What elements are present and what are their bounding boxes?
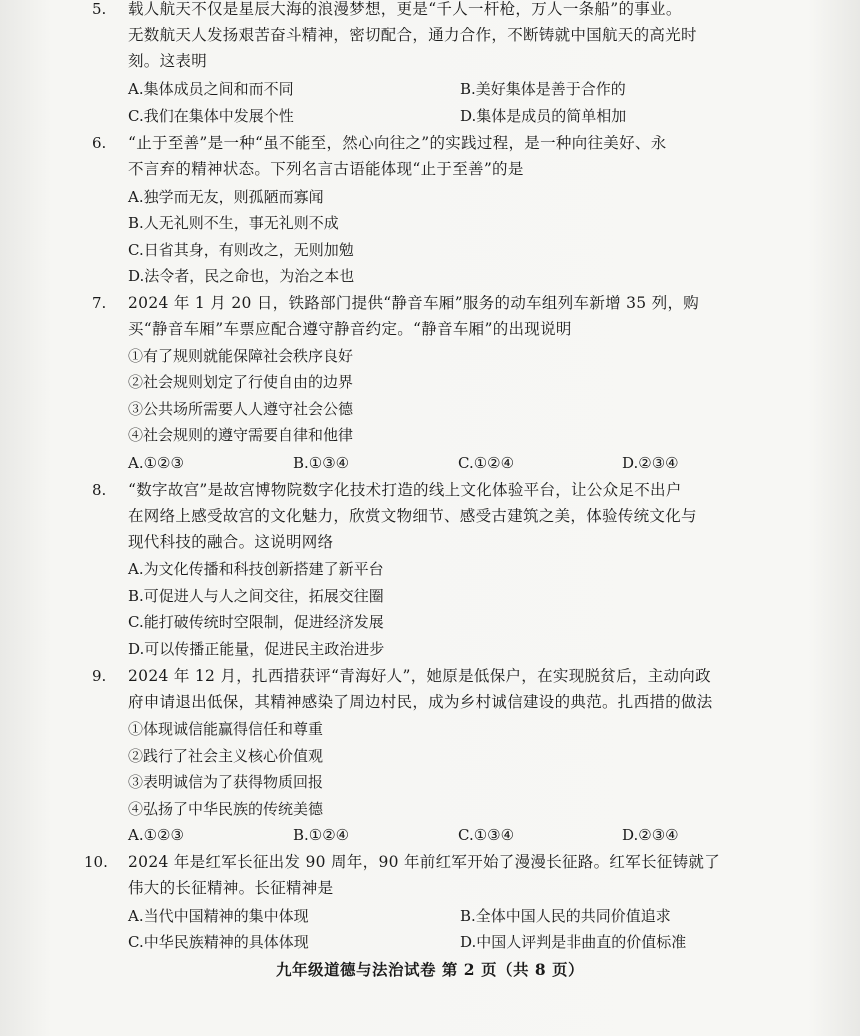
question-text-line: 在网络上感受故宫的文化魅力，欣赏文物细节、感受古建筑之美，体验传统文化与 bbox=[128, 507, 697, 525]
option-c: C.中华民族精神的具体体现 bbox=[128, 933, 309, 951]
option-b: B.人无礼则不生，事无礼则不成 bbox=[128, 214, 339, 232]
question-text-line: 府申请退出低保，其精神感染了周边村民，成为乡村诚信建设的典范。扎西措的做法 bbox=[128, 693, 713, 711]
question-text-line: “数字故宫”是故宫博物院数字化技术打造的线上文化体验平台，让公众足不出户 bbox=[128, 481, 682, 499]
option-b: B.可促进人与人之间交往，拓展交往圈 bbox=[128, 587, 384, 605]
question-number: 5. bbox=[92, 0, 107, 18]
statement-2: ②社会规则划定了行使自由的边界 bbox=[128, 373, 354, 391]
option-d: D.法令者，民之命也，为治之本也 bbox=[128, 267, 355, 285]
question-text-line: 无数航天人发扬艰苦奋斗精神，密切配合，通力合作，不断铸就中国航天的高光时 bbox=[128, 26, 697, 44]
option-a: A.①②③ bbox=[128, 454, 184, 472]
question-text-line: 现代科技的融合。这说明网络 bbox=[128, 533, 334, 551]
question-number: 8. bbox=[92, 481, 107, 499]
option-c: C.我们在集体中发展个性 bbox=[128, 107, 294, 125]
statement-3: ③表明诚信为了获得物质回报 bbox=[128, 773, 324, 791]
option-d: D.②③④ bbox=[622, 454, 679, 472]
page-footer: 九年级道德与法治试卷 第 2 页（共 8 页） bbox=[275, 960, 585, 979]
question-text-line: 2024 年 1 月 20 日，铁路部门提供“静音车厢”服务的动车组列车新增 35 列，购 bbox=[128, 294, 700, 312]
question-number: 10. bbox=[84, 853, 108, 871]
question-text-line: 载人航天不仅是星辰大海的浪漫梦想，更是“千人一杆枪，万人一条船”的事业。 bbox=[128, 0, 682, 18]
question-text-line: 不言弃的精神状态。下列名言古语能体现“止于至善”的是 bbox=[128, 160, 524, 178]
question-number: 6. bbox=[92, 134, 107, 152]
option-c: C.①③④ bbox=[458, 826, 515, 844]
question-text-line: “止于至善”是一种“虽不能至，然心向往之”的实践过程，是一种向往美好、永 bbox=[128, 134, 667, 152]
question-text-line: 买“静音车厢”车票应配合遵守静音约定。“静音车厢”的出现说明 bbox=[128, 320, 572, 338]
option-a: A.①②③ bbox=[128, 826, 184, 844]
question-text-line: 刻。这表明 bbox=[128, 52, 208, 70]
statement-4: ④弘扬了中华民族的传统美德 bbox=[128, 800, 324, 818]
statement-2: ②践行了社会主义核心价值观 bbox=[128, 747, 324, 765]
question-text-line: 2024 年 12 月，扎西措获评“青海好人”，她原是低保户，在实现脱贫后，主动向政 bbox=[128, 667, 711, 685]
option-b: B.美好集体是善于合作的 bbox=[460, 80, 626, 98]
statement-4: ④社会规则的遵守需要自律和他律 bbox=[128, 426, 354, 444]
question-text-line: 2024 年是红军长征出发 90 周年，90 年前红军开始了漫漫长征路。红军长征铸就了 bbox=[128, 853, 721, 871]
option-a: A.当代中国精神的集中体现 bbox=[128, 907, 309, 925]
option-a: A.独学而无友，则孤陋而寡闻 bbox=[128, 188, 324, 206]
question-number: 7. bbox=[92, 294, 107, 312]
statement-3: ③公共场所需要人人遵守社会公德 bbox=[128, 400, 354, 418]
option-b: B.①③④ bbox=[293, 454, 350, 472]
option-a: A.集体成员之间和而不同 bbox=[128, 80, 294, 98]
option-b: B.①②④ bbox=[293, 826, 350, 844]
question-text-line: 伟大的长征精神。长征精神是 bbox=[128, 879, 334, 897]
option-d: D.集体是成员的简单相加 bbox=[460, 107, 627, 125]
option-b: B.全体中国人民的共同价值追求 bbox=[460, 907, 671, 925]
option-c: C.能打破传统时空限制，促进经济发展 bbox=[128, 613, 384, 631]
statement-1: ①体现诚信能赢得信任和尊重 bbox=[128, 720, 324, 738]
option-c: C.①②④ bbox=[458, 454, 515, 472]
option-d: D.②③④ bbox=[622, 826, 679, 844]
option-d: D.中国人评判是非曲直的价值标准 bbox=[460, 933, 687, 951]
statement-1: ①有了规则就能保障社会秩序良好 bbox=[128, 347, 354, 365]
option-a: A.为文化传播和科技创新搭建了新平台 bbox=[128, 560, 384, 578]
option-d: D.可以传播正能量，促进民主政治进步 bbox=[128, 640, 385, 658]
option-c: C.日省其身，有则改之，无则加勉 bbox=[128, 241, 354, 259]
question-number: 9. bbox=[92, 667, 107, 685]
